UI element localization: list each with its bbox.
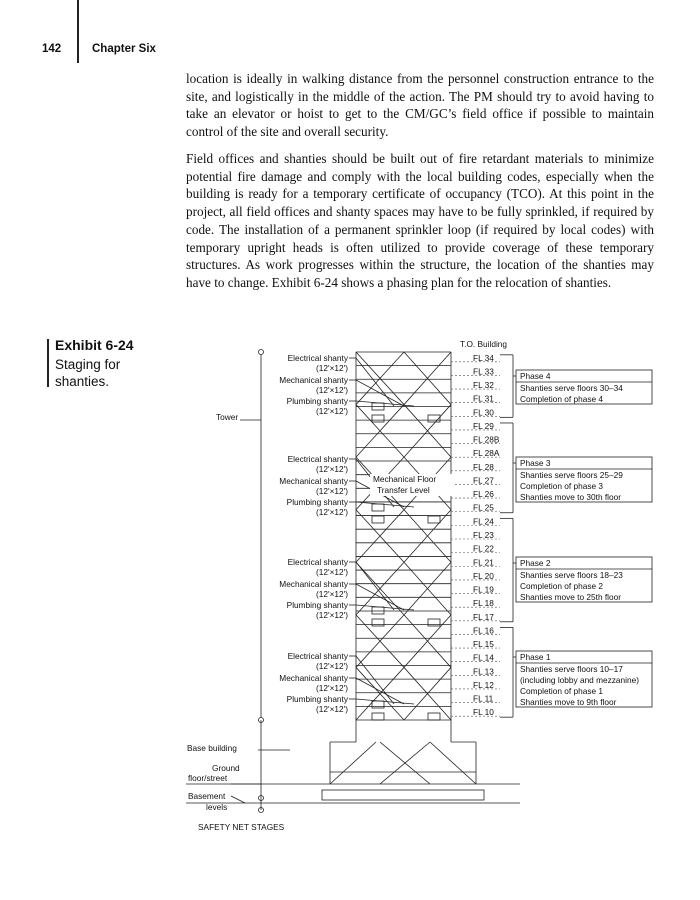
shanty-box (428, 516, 440, 523)
safety-net-label: SAFETY NET STAGES (198, 822, 285, 832)
floor-label: FL 29 (473, 420, 494, 431)
floor-label: FL 28A (473, 448, 500, 459)
shanty-size-label: (12'×12') (316, 385, 348, 395)
floor-label: FL 31 (473, 393, 494, 404)
floor-label: FL 16 (473, 625, 494, 636)
floor-label: FL 22 (473, 543, 494, 554)
floor-label: FL 21 (473, 557, 494, 568)
tower-label: Tower (216, 412, 239, 422)
shanty-type-label: Mechanical shanty (279, 375, 348, 385)
shanty-type-label: Electrical shanty (287, 454, 348, 464)
shanty-size-label: (12'×12') (316, 704, 348, 714)
page-number: 142 (42, 43, 62, 55)
exhibit-number: Exhibit 6-24 (55, 337, 134, 353)
staging-node (259, 350, 264, 355)
phase-line: Shanties serve floors 30–34 (520, 383, 623, 393)
shanty-box (372, 607, 384, 614)
shanty-size-label: (12'×12') (316, 589, 348, 599)
shanty-size-label: (12'×12') (316, 464, 348, 474)
basement-leader (231, 796, 245, 803)
phase-line: Shanties serve floors 25–29 (520, 470, 623, 480)
floor-label: FL 19 (473, 584, 494, 595)
shanty-size-label: (12'×12') (316, 661, 348, 671)
shanty-size-label: (12'×12') (316, 406, 348, 416)
paragraph-2: Field offices and shanties should be built out of fire retardant materials to minimize potential fire damage and comply with the local building codes, especially when the building is ready for a temporary certificate of occupancy (TCO). At this point in the project, all field offices and shanty spaces may have to be fully sprinkled, if required by code. The installation of a permanent sprinkler loop (if required by local codes) with temporary upright heads is often utilized to provide coverage of these temporary structures. As work progresses within the structure, the location of the shanties may have to change. Exhibit 6-24 shows a phasing plan for the relocation of shanties. (186, 151, 654, 290)
floor-label: FL 32 (473, 380, 494, 391)
basement-slab (322, 790, 484, 800)
chapter-title: Chapter Six (92, 43, 156, 55)
shanty-type-label: Mechanical shanty (279, 673, 348, 683)
shanty-size-label: (12'×12') (316, 486, 348, 496)
floor-label: FL 34 (473, 352, 494, 363)
phase-line: Completion of phase 4 (520, 394, 604, 404)
floor-label: FL 26 (473, 489, 494, 500)
shanty-box (372, 701, 384, 708)
exhibit-caption: Staging for shanties. (55, 357, 121, 389)
phase-line: Shanties move to 30th floor (520, 492, 622, 502)
shanty-size-label: (12'×12') (316, 610, 348, 620)
floor-label: FL 10 (473, 707, 494, 718)
shanty-box (372, 516, 384, 523)
floor-label: FL 14 (473, 652, 494, 663)
floor-label: FL 28 (473, 461, 494, 472)
shanty-type-label: Mechanical shanty (279, 579, 348, 589)
base-building-label: Base building (187, 743, 237, 753)
phase-line: Completion of phase 1 (520, 686, 604, 696)
floor-label: FL 24 (473, 516, 494, 527)
shanty-box (372, 504, 384, 511)
podium-brace (330, 742, 376, 784)
floor-label: FL 20 (473, 570, 494, 581)
phase-title: Phase 3 (520, 458, 551, 468)
floor-label: FL 33 (473, 366, 494, 377)
shanty-pointer (356, 562, 394, 610)
phase-title: Phase 4 (520, 371, 551, 381)
shanty-size-label: (12'×12') (316, 363, 348, 373)
podium-brace (430, 742, 476, 784)
shanty-type-label: Electrical shanty (287, 557, 348, 567)
shanty-size-label: (12'×12') (316, 683, 348, 693)
ground-label-1: Ground (212, 763, 240, 773)
shanty-box (428, 713, 440, 720)
shanty-pointer (356, 678, 404, 704)
floor-label: FL 27 (473, 475, 494, 486)
shanty-box (372, 713, 384, 720)
shanty-type-label: Electrical shanty (287, 353, 348, 363)
floor-label: FL 17 (473, 611, 494, 622)
floor-label: FL 30 (473, 407, 494, 418)
basement-label-1: Basement (188, 791, 226, 801)
shanty-box (372, 415, 384, 422)
phase-line: (including lobby and mezzanine) (520, 675, 639, 685)
phase-title: Phase 1 (520, 652, 551, 662)
ground-label-2: floor/street (188, 773, 228, 783)
phase-line: Shanties serve floors 10–17 (520, 664, 623, 674)
shanty-size-label: (12'×12') (316, 567, 348, 577)
phase-line: Completion of phase 2 (520, 581, 604, 591)
floor-label: FL 12 (473, 679, 494, 690)
floor-label: FL 18 (473, 598, 494, 609)
floor-label: FL 13 (473, 666, 494, 677)
shanty-type-label: Plumbing shanty (286, 694, 348, 704)
phase-title: Phase 2 (520, 558, 551, 568)
phase-line: Shanties serve floors 18–23 (520, 570, 623, 580)
shanty-type-label: Electrical shanty (287, 651, 348, 661)
shanty-type-label: Mechanical shanty (279, 476, 348, 486)
phase-line: Shanties move to 9th floor (520, 697, 617, 707)
basement-label-2: levels (206, 802, 228, 812)
floor-label: FL 28B (473, 434, 500, 445)
floor-label: FL 15 (473, 639, 494, 650)
floor-label: FL 25 (473, 502, 494, 513)
shanty-pointer (356, 605, 414, 610)
floor-label: FL 23 (473, 530, 494, 540)
shanty-type-label: Plumbing shanty (286, 600, 348, 610)
phase-line: Shanties move to 25th floor (520, 592, 622, 602)
shanty-pointer (356, 502, 414, 507)
shanty-type-label: Plumbing shanty (286, 396, 348, 406)
paragraph-1: location is ideally in walking distance from the personnel construction entrance to the site, and logistically in the middle of the action. The PM should try to avoid having to take an elevator or hoist to get to the CM/GC’s field office if possible to maintain control of the site and overall security. (186, 71, 654, 140)
shanty-pointer (356, 656, 394, 704)
transfer-level-label-1: Mechanical Floor (373, 474, 437, 484)
shanty-size-label: (12'×12') (316, 507, 348, 517)
phase-line: Completion of phase 3 (520, 481, 604, 491)
top-of-building-label: T.O. Building (460, 339, 508, 349)
transfer-level-label-2: Transfer Level (377, 485, 430, 495)
shanty-type-label: Plumbing shanty (286, 497, 348, 507)
floor-label: FL 11 (473, 693, 494, 704)
